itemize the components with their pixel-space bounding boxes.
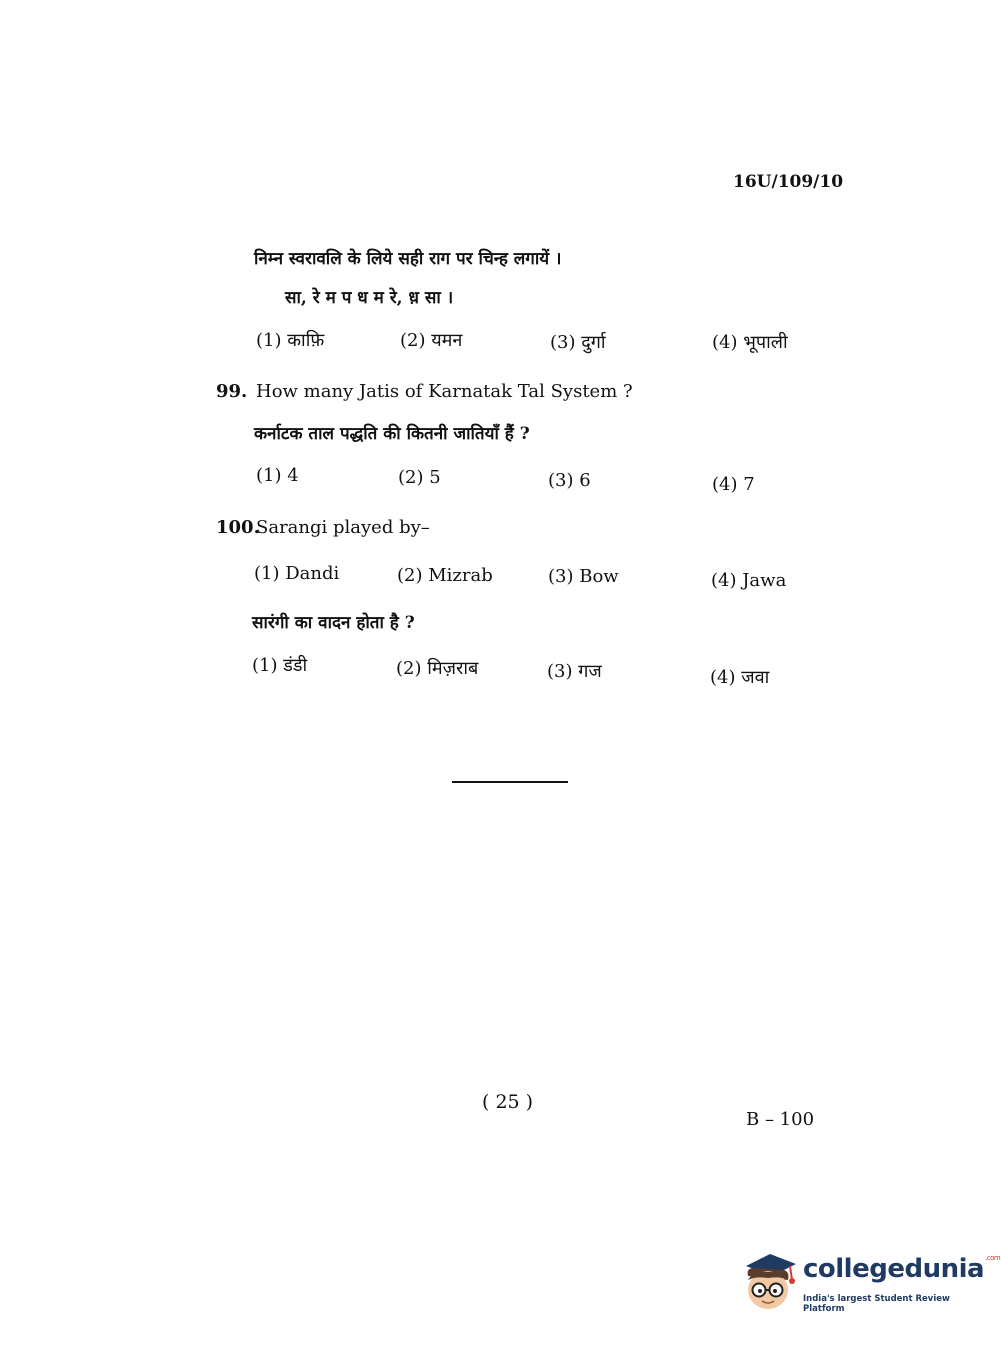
q99-option-2: (2) 5: [398, 467, 441, 488]
q98-option-2: (2) यमन: [400, 330, 463, 351]
q100-question: Sarangi played by–: [256, 517, 430, 538]
q100-hindi-option-3: (3) गज: [547, 661, 602, 682]
mascot-icon: [740, 1250, 800, 1316]
q98-swar-line: सा, रे म प ध म रे, ध़ सा ।: [285, 288, 454, 308]
q98-option-4: (4) भूपाली: [712, 332, 788, 353]
q100-option-2: (2) Mizrab: [397, 565, 493, 586]
q100-hindi-option-1: (1) डंडी: [252, 655, 308, 676]
q99-option-4: (4) 7: [712, 474, 755, 495]
q99-hindi-question: कर्नाटक ताल पद्धति की कितनी जातियाँ हैं ?: [254, 424, 530, 444]
page-number: ( 25 ): [482, 1091, 534, 1113]
q100-hindi-option-4: (4) जवा: [710, 667, 770, 688]
q99-number: 99.: [216, 381, 248, 402]
end-rule: [452, 781, 568, 783]
q99-option-1: (1) 4: [256, 465, 299, 486]
q99-option-3: (3) 6: [548, 470, 591, 491]
q100-hindi-question: सारंगी का वादन होता है ?: [252, 613, 415, 633]
q100-option-4: (4) Jawa: [711, 570, 787, 591]
q100-hindi-option-2: (2) मिज़राब: [396, 658, 479, 679]
watermark-brand-name: collegedunia: [803, 1254, 985, 1284]
q100-option-3: (3) Bow: [548, 566, 619, 587]
watermark-tld: .com: [985, 1254, 1001, 1262]
series-code: B – 100: [746, 1109, 815, 1130]
paper-code: 16U/109/10: [733, 172, 844, 192]
collegedunia-watermark: [740, 1250, 1001, 1320]
q98-option-3: (3) दुर्गा: [550, 332, 606, 353]
q98-hindi-question: निम्न स्वरावलि के लिये सही राग पर चिन्ह लगायें ।: [254, 249, 562, 269]
watermark-tagline: India's largest Student Review Platform: [803, 1294, 950, 1314]
q100-number: 100.: [216, 517, 260, 538]
q99-question: How many Jatis of Karnatak Tal System ?: [256, 381, 633, 402]
q98-option-1: (1) काफ़ि: [256, 330, 325, 351]
watermark-brand: [803, 1254, 1000, 1284]
q100-option-1: (1) Dandi: [254, 563, 340, 584]
